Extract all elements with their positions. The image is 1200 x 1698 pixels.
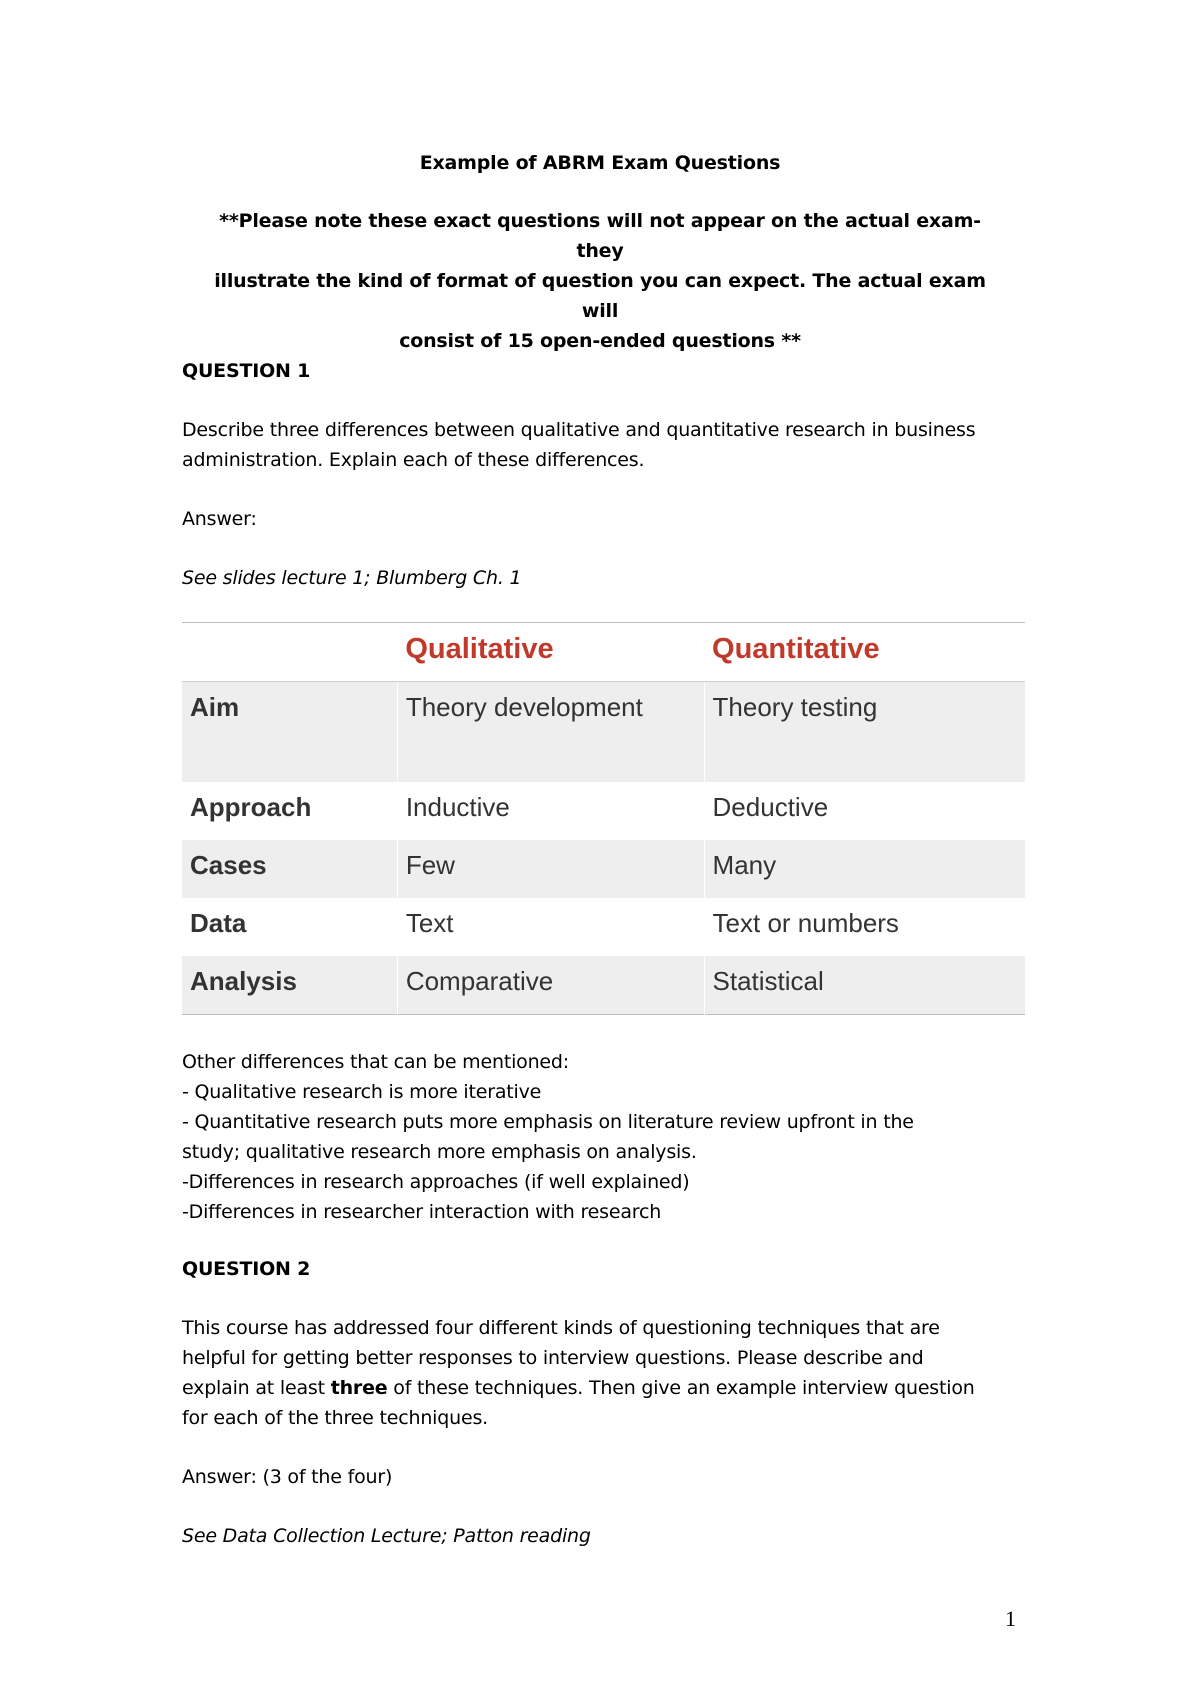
other-differences-line: -Differences in researcher interaction with research [182,1201,662,1223]
question-2-emphasis: three [330,1377,388,1399]
exam-note-line: **Please note these exact questions will not appear on the actual exam- they [219,210,981,262]
exam-note-line: illustrate the kind of format of question you can expect. The actual exam will [214,270,986,322]
question-1-heading: QUESTION 1 [182,360,311,382]
table-row [182,956,1025,1015]
table-row-label: Analysis [182,956,397,1015]
other-differences-line: - Quantitative research puts more emphasis on literature review upfront in the [182,1111,914,1133]
question-2-reference: See Data Collection Lecture; Patton reading [182,1525,591,1547]
question-2-heading: QUESTION 2 [182,1258,311,1280]
other-differences-line: Other differences that can be mentioned: [182,1051,569,1073]
table-row-label: Approach [190,792,312,822]
table-row [182,898,1025,956]
question-2-line: for each of the three techniques. [182,1407,488,1429]
question-1-answer-label: Answer: [182,508,257,530]
table-header-empty [182,623,397,682]
question-1-text [182,415,1042,475]
question-1-reference: See slides lecture 1; Blumberg Ch. 1 [182,567,522,589]
table-header-qualitative: Qualitative [397,623,704,682]
exam-note-line: consist of 15 open-ended questions ** [399,330,801,352]
table-cell: Many [704,840,1025,898]
question-2-line-part: of these techniques. Then give an example interview question [387,1377,975,1399]
table-row [182,840,1025,898]
table-row [182,682,1025,783]
table-cell: Theory testing [704,682,1025,783]
question-1-line: administration. Explain each of these differences. [182,449,645,471]
table-row-label: Data [190,908,247,938]
table-cell: Theory development [397,682,704,783]
page-number: 1 [1005,1606,1016,1631]
question-1-line: Describe three differences between qualitative and quantitative research in business [182,419,976,441]
table-cell: Text or numbers [704,898,1025,956]
other-differences-line: - Qualitative research is more iterative [182,1081,542,1103]
table-cell: Text [397,898,704,956]
table-row [182,782,1025,840]
table-cell: Inductive [397,782,704,840]
document-title: Example of ABRM Exam Questions [419,152,781,174]
exam-note [200,206,1000,356]
question-2-answer-label: Answer: (3 of the four) [182,1466,393,1488]
question-2-line-part: explain at least [182,1377,331,1399]
table-cell: Comparative [397,956,704,1015]
comparison-table [182,622,1025,1015]
table-header-row [182,623,1025,682]
table-header-quantitative: Quantitative [704,623,1025,682]
question-2-line: helpful for getting better responses to interview questions. Please describe and [182,1347,924,1369]
other-differences-line: -Differences in research approaches (if well explained) [182,1171,690,1193]
table-cell: Few [397,840,704,898]
table-cell: Statistical [704,956,1025,1015]
other-differences-line: study; qualitative research more emphasis on analysis. [182,1141,697,1163]
other-differences [182,1047,1042,1227]
table-row-label: Aim [182,682,397,783]
question-2-line: This course has addressed four different kinds of questioning techniques that are [182,1317,940,1339]
table-row-label: Cases [182,840,397,898]
question-2-text [182,1313,1042,1433]
table-cell: Deductive [704,782,1025,840]
